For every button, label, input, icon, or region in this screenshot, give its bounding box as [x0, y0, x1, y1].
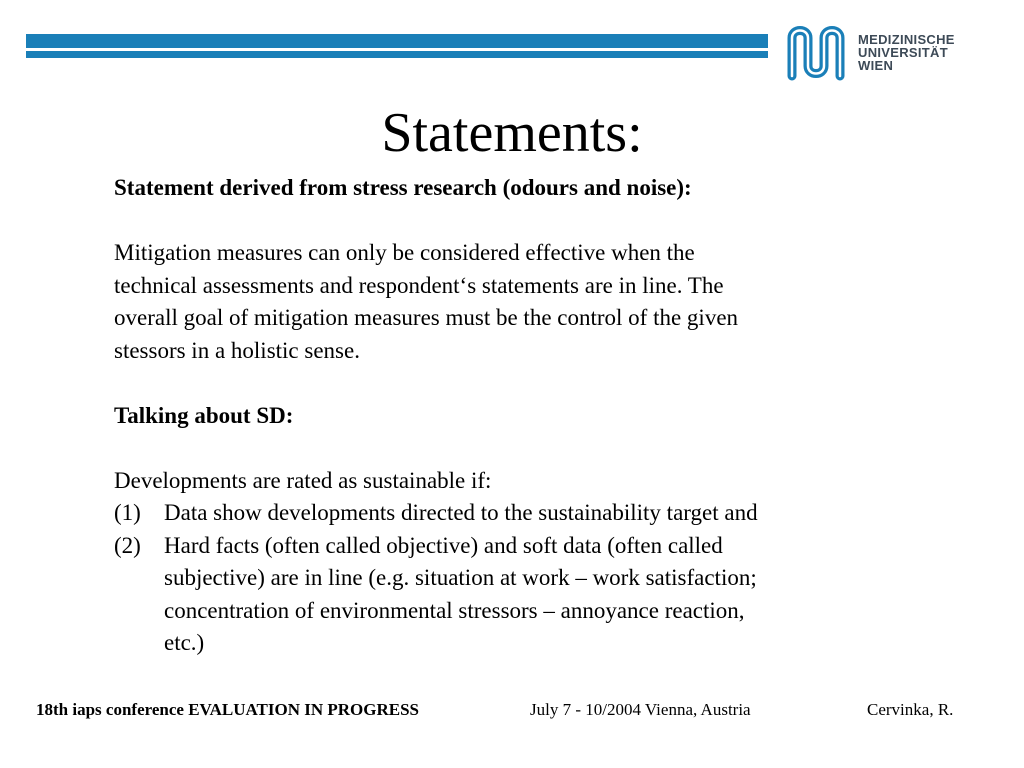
- footer-conference: 18th iaps conference EVALUATION IN PROGRESS: [36, 700, 420, 719]
- mw-logo-icon: [786, 24, 850, 82]
- spacer: [114, 432, 914, 465]
- spacer: [114, 205, 914, 238]
- list-line: subjective) are in line (e.g. situation at work – work satisfaction;: [164, 565, 757, 590]
- list-line: concentration of environmental stressors – annoyance reaction,: [164, 597, 745, 623]
- university-logo: [786, 24, 996, 82]
- body-line: technical assessments and respondent‘s statements are in line. The: [114, 272, 724, 298]
- logo-line-1: MEDIZINISCHE: [858, 32, 955, 47]
- section-heading-sd: Talking about SD:: [114, 402, 294, 428]
- logo-wordmark: [858, 33, 955, 72]
- logo-line-3: WIEN: [858, 58, 894, 73]
- list-line: Data show developments directed to the sustainability target and: [164, 500, 758, 525]
- footer-author: Cervinka, R.: [867, 700, 954, 719]
- list-line: etc.): [164, 630, 205, 655]
- body-line: overall goal of mitigation measures must be the control of the given: [114, 305, 739, 330]
- list-number: (1): [114, 500, 141, 525]
- list-number: (2): [114, 532, 141, 558]
- body-line: stessors in a holistic sense.: [114, 337, 360, 363]
- list-line: Hard facts (often called objective) and soft data (often called: [164, 532, 723, 558]
- slide-footer: [0, 699, 1024, 721]
- footer-date-place: July 7 - 10/2004 Vienna, Austria: [530, 700, 751, 719]
- list-intro: Developments are rated as sustainable if:: [114, 467, 492, 493]
- criteria-list: [114, 497, 914, 660]
- header-stripe-thick: [26, 34, 768, 48]
- section-heading-stress-research: Statement derived from stress research (odours and noise):: [114, 175, 692, 200]
- header-stripe-thin: [26, 51, 768, 58]
- logo-line-2: UNIVERSITÄT: [858, 45, 948, 60]
- spacer: [114, 367, 914, 400]
- slide-title: Statements:: [381, 102, 643, 164]
- body-line: Mitigation measures can only be considered effective when the: [114, 240, 695, 265]
- list-item: [114, 530, 914, 660]
- slide-content: [114, 172, 914, 660]
- list-item: [114, 497, 914, 530]
